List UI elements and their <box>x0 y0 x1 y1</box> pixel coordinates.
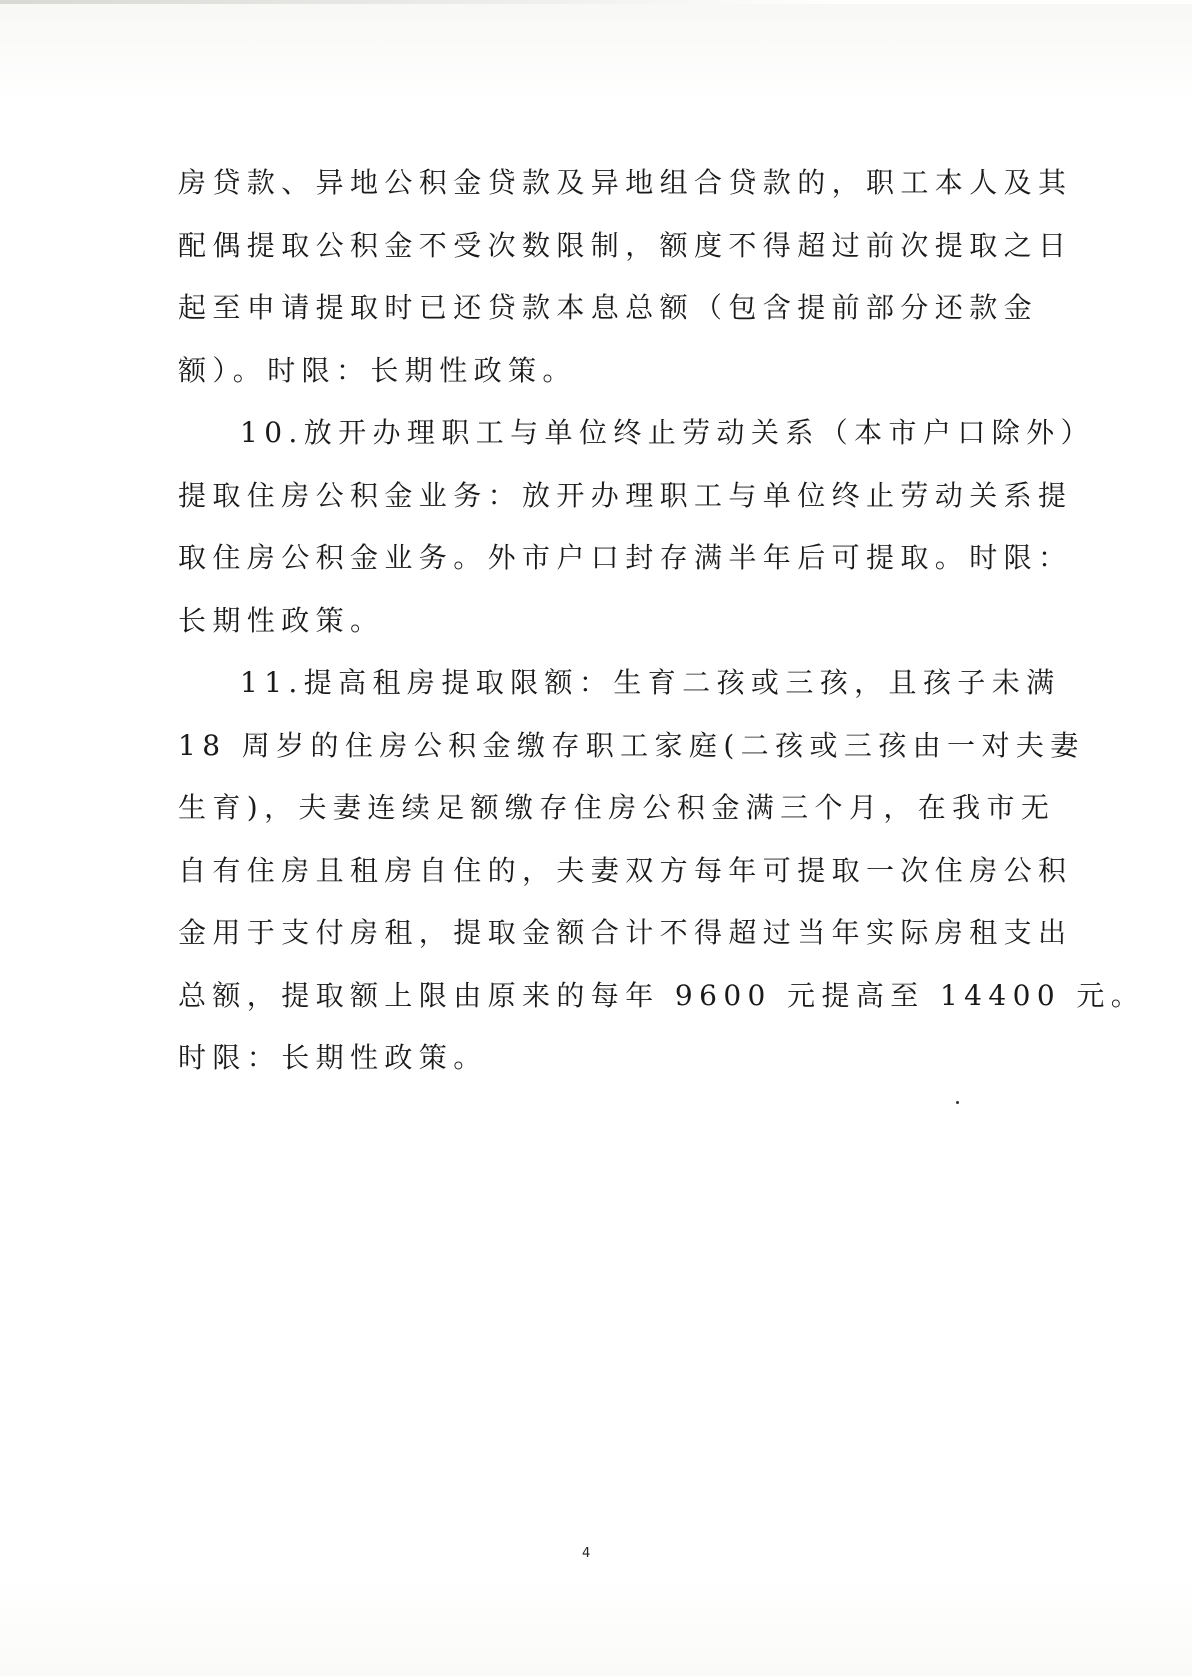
item-11-heading-line: 11.提高租房提取限额：生育二孩或三孩，且孩子未满 <box>240 666 1061 699</box>
text-line: 起至申请提取时已还贷款本息总额（包含提前部分还款金 <box>178 291 1039 324</box>
scan-top-edge <box>0 0 1192 4</box>
document-body <box>178 152 1146 1090</box>
text-line: 总额，提取额上限由原来的每年 9600 元提高至 14400 元。 <box>178 978 1146 1012</box>
text-line: 配偶提取公积金不受次数限制，额度不得超过前次提取之日 <box>178 228 1073 262</box>
page-number: 4 <box>582 1546 591 1561</box>
text-line: 房贷款、异地公积金贷款及异地组合贷款的，职工本人及其 <box>178 166 1073 199</box>
text-line: 长期性政策。 <box>178 603 385 637</box>
text-line: 自有住房且租房自住的，夫妻双方每年可提取一次住房公积 <box>178 853 1073 887</box>
text-line: 18 周岁的住房公积金缴存职工家庭(二孩或三孩由一对夫妻 <box>178 728 1085 762</box>
text-line: 提取住房公积金业务：放开办理职工与单位终止劳动关系提 <box>178 478 1073 512</box>
scan-speck <box>956 1101 959 1104</box>
text-line: 金用于支付房租，提取金额合计不得超过当年实际房租支出 <box>178 916 1073 949</box>
text-line: 取住房公积金业务。外市户口封存满半年后可提取。时限： <box>178 541 1073 574</box>
text-line: 时限：长期性政策。 <box>178 1041 488 1074</box>
text-line: 生育)，夫妻连续足额缴存住房公积金满三个月，在我市无 <box>178 791 1056 824</box>
item-10-heading-line: 10.放开办理职工与单位终止劳动关系（本市户口除外） <box>240 416 1095 449</box>
text-line: 额）。时限：长期性政策。 <box>178 353 577 387</box>
